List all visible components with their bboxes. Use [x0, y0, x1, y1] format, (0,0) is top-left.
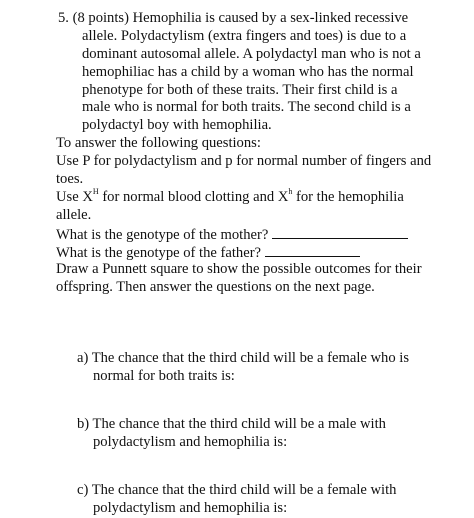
instructions-intro: To answer the following questions:	[56, 135, 261, 151]
x-notation-text: for the hemophilia	[292, 189, 404, 205]
sub-question-c: c) The chance that the third child will be a female with	[77, 482, 397, 498]
mother-genotype-question	[56, 225, 408, 244]
father-genotype-question	[56, 243, 360, 262]
question-body-line: phenotype for both of these traits. Their first child is a	[82, 82, 398, 98]
question-body-line: allele. Polydactylism (extra fingers and toes) is due to a	[82, 28, 407, 44]
question-body-line: hemophiliac has a child by a woman who has the normal	[82, 64, 414, 80]
question-header: 5. (8 points) Hemophilia is caused by a sex-linked recessive	[58, 10, 409, 26]
mother-genotype-label: What is the genotype of the mother?	[56, 227, 269, 243]
question-body-line: polydactyl boy with hemophilia.	[82, 117, 272, 133]
sub-question-b-cont: polydactylism and hemophilia is:	[93, 434, 288, 450]
p-notation-line-cont: toes.	[56, 171, 84, 187]
punnett-instruction: Draw a Punnett square to show the possible outcomes for their	[56, 261, 422, 277]
superscript-hemophilia: h	[288, 187, 293, 196]
mother-genotype-blank[interactable]	[272, 225, 408, 239]
x-notation-line	[56, 189, 404, 207]
question-body-line: dominant autosomal allele. A polydactyl man who is not a	[82, 46, 421, 62]
x-notation-text: for normal blood clotting and X	[98, 189, 289, 205]
x-notation-line-cont: allele.	[56, 207, 92, 223]
sub-question-b: b) The chance that the third child will be a male with	[77, 416, 386, 432]
punnett-instruction-cont: offspring. Then answer the questions on the next page.	[56, 279, 375, 295]
sub-question-c-cont: polydactylism and hemophilia is:	[93, 500, 288, 516]
p-notation-line: Use P for polydactylism and p for normal number of fingers and	[56, 153, 432, 169]
question-body-line: male who is normal for both traits. The second child is a	[82, 99, 411, 115]
father-genotype-label: What is the genotype of the father?	[56, 245, 262, 261]
superscript-normal: H	[92, 187, 99, 196]
father-genotype-blank[interactable]	[265, 243, 360, 257]
x-notation-text: Use X	[56, 189, 93, 205]
sub-question-a: a) The chance that the third child will be a female who is	[77, 350, 410, 366]
sub-question-a-cont: normal for both traits is:	[93, 368, 235, 384]
